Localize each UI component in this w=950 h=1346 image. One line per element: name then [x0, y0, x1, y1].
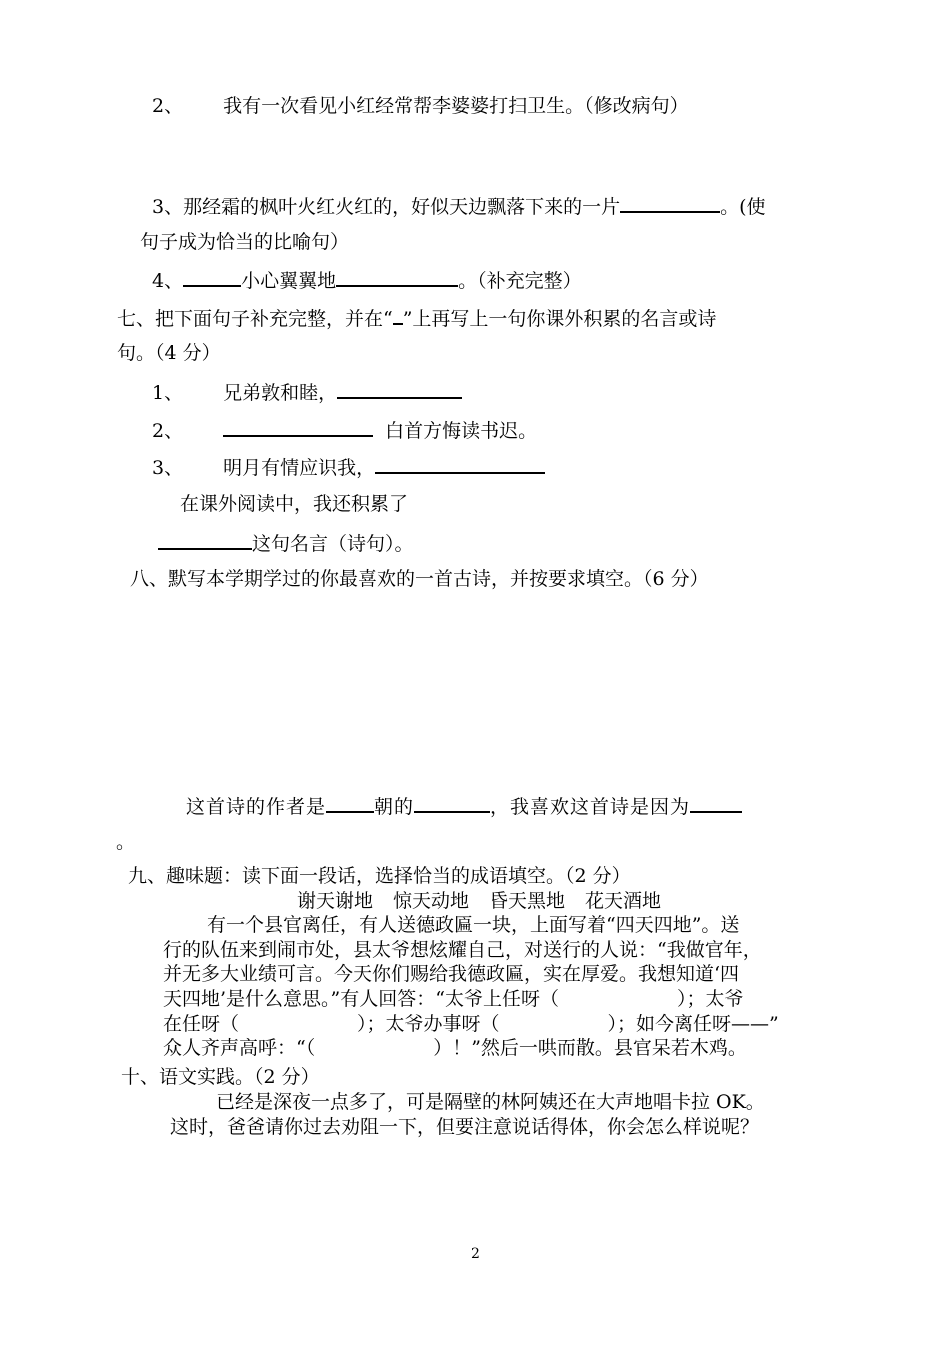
- dynasty-blank[interactable]: [326, 793, 374, 813]
- q9-passage-line: [163, 938, 762, 963]
- item-text-end: 。（补充完整）: [458, 270, 582, 292]
- answer-blank[interactable]: [158, 530, 252, 550]
- reason-blank[interactable]: [690, 793, 742, 813]
- passage-text: 已经是深夜一点多了，可是隔壁的林阿姨还在大声地唱卡拉 OK。: [216, 1091, 765, 1113]
- author-blank[interactable]: [414, 793, 490, 813]
- q8-fill-end: [116, 830, 135, 854]
- item-text: 在课外阅读中，我还积累了: [180, 493, 409, 515]
- q10-passage-line: [216, 1090, 765, 1115]
- q6-item3-cont: [140, 230, 349, 254]
- section-title: 八、默写本学期学过的你最喜欢的一首古诗，并按要求填空。（6 分）: [130, 568, 709, 590]
- section-title-cont: 句。（4 分）: [117, 342, 221, 364]
- q7-title: [117, 305, 716, 331]
- passage-text: 这时，爸爸请你过去劝阻一下，但要注意说话得体，你会怎么样说呢？: [170, 1116, 760, 1138]
- fill-text-a: 这首诗的作者是: [186, 796, 327, 818]
- passage-text: 众人齐声高呼：“（: [163, 1037, 316, 1059]
- idiom-option: 谢天谢地: [297, 890, 374, 912]
- idiom-option: 昏天黑地: [489, 890, 566, 912]
- item-text: 明月有情应识我，: [223, 457, 376, 479]
- item-number: 2、: [152, 95, 184, 117]
- q6-item4: [152, 267, 582, 293]
- item-text-end: 。(使: [720, 196, 766, 218]
- answer-blank[interactable]: [183, 267, 241, 287]
- item-text: 白首方悔读书迟。: [385, 420, 538, 442]
- q9-title: [128, 864, 631, 888]
- answer-blank[interactable]: [620, 193, 720, 213]
- answer-blank[interactable]: [337, 379, 462, 399]
- q9-passage-line: [207, 913, 739, 938]
- title-blank-mark: [393, 305, 403, 325]
- passage-text: 有一个县官离任，有人送德政匾一块，上面写着“四天四地”。送: [207, 914, 740, 936]
- q8-fill-line: [186, 793, 742, 819]
- idiom-option: 花天酒地: [585, 890, 662, 912]
- item-number: 3、: [152, 457, 184, 479]
- fill-text-b: 朝的: [374, 796, 415, 818]
- q6-item3: [152, 193, 766, 219]
- section-title: 九、趣味题：读下面一段话，选择恰当的成语填空。（2 分）: [128, 865, 631, 887]
- q10-passage-line: [170, 1115, 759, 1140]
- item-text: 3、那经霜的枫叶火红火红的，好似天边飘落下来的一片: [152, 196, 621, 218]
- q7-extra-a: [180, 492, 408, 516]
- passage-text: 在任呀（: [163, 1013, 240, 1035]
- q6-item2: [152, 94, 689, 118]
- q9-passage-line: [163, 1012, 779, 1037]
- page-number: [471, 1246, 480, 1262]
- item-number: 2、: [152, 420, 184, 442]
- q7-item3: [152, 454, 545, 480]
- fill-text-c: ，我喜欢这首诗是因为: [490, 796, 691, 818]
- item-number: 4、: [152, 270, 184, 292]
- page-number-text: 2: [471, 1246, 480, 1262]
- answer-blank[interactable]: [223, 417, 373, 437]
- q9-idioms: [297, 889, 661, 913]
- item-text: 这句名言（诗句）。: [252, 533, 414, 555]
- item-text: 小心翼翼地: [241, 270, 337, 292]
- section-title-a: 七、把下面句子补充完整，并在“: [117, 308, 393, 330]
- q9-passage-line: [163, 962, 739, 987]
- item-number: 1、: [152, 382, 184, 404]
- q7-extra-b: [158, 530, 414, 556]
- section-title-b: ”上再写上一句你课外积累的名言或诗: [402, 308, 717, 330]
- section-title: 十、语文实践。（2 分）: [121, 1066, 320, 1088]
- q10-title: [121, 1065, 320, 1089]
- answer-blank[interactable]: [375, 454, 545, 474]
- idiom-option: 惊天动地: [393, 890, 470, 912]
- item-text: 兄弟敦和睦，: [223, 382, 338, 404]
- q7-title-cont: [117, 341, 221, 365]
- q8-title: [130, 567, 709, 591]
- passage-text: 并无多大业绩可言。今天你们赐给我德政匾，实在厚爱。我想知道‘四: [163, 963, 740, 985]
- q9-passage-line: [163, 987, 743, 1012]
- passage-text: ）；太爷: [676, 988, 744, 1010]
- passage-text: 天四地’是什么意思。”有人回答：“太爷上任呀（: [163, 988, 559, 1010]
- passage-text: 行的队伍来到闹市处，县太爷想炫耀自己，对送行的人说：“我做官年，: [163, 939, 762, 961]
- item-text: 我有一次看见小红经常帮李婆婆打扫卫生。（修改病句）: [223, 95, 689, 117]
- answer-blank[interactable]: [336, 267, 458, 287]
- q9-passage-line: [163, 1036, 747, 1061]
- passage-text: ）；如今离任呀——”: [607, 1013, 779, 1035]
- fill-text-end: 。: [116, 831, 136, 853]
- item-text: 句子成为恰当的比喻句）: [140, 231, 350, 253]
- q7-item1: [152, 379, 462, 405]
- q7-item2: [152, 417, 537, 443]
- passage-text: ）；太爷办事呀（: [357, 1013, 500, 1035]
- passage-text: ）！”然后一哄而散。县官呆若木鸡。: [433, 1037, 747, 1059]
